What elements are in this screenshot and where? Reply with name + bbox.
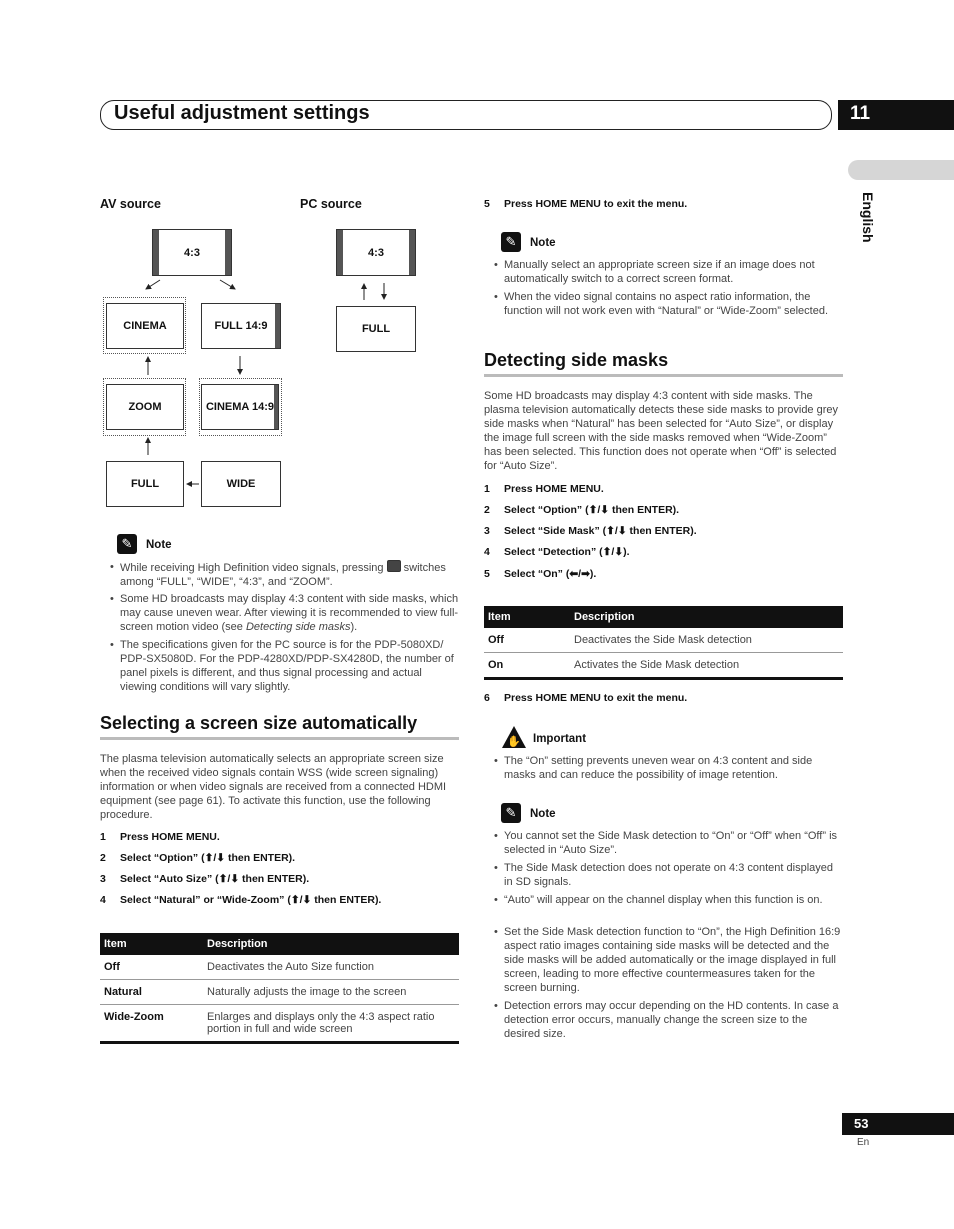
table-cell-description: Naturally adjusts the image to the screen bbox=[203, 980, 459, 1005]
note-title: Note bbox=[530, 237, 556, 249]
list-item bbox=[494, 893, 844, 907]
step-text: Press HOME MENU to exit the menu. bbox=[504, 198, 688, 210]
note-text: Manually select an appropriate screen size if an image does not automatically switch to a correct screen format. bbox=[504, 259, 815, 285]
step-text: Select “Detection” (⬆/⬇). bbox=[504, 546, 630, 558]
aspect-icon bbox=[387, 560, 401, 572]
page-title: Useful adjustment settings bbox=[114, 102, 370, 124]
table-row bbox=[484, 653, 843, 679]
note-text: switches among “FULL”, “WIDE”, “4:3”, and “ZOOM”. bbox=[120, 562, 446, 588]
table-header: Item bbox=[484, 606, 570, 628]
note-text: ). bbox=[350, 621, 358, 633]
list-item bbox=[494, 925, 844, 995]
step-text: Select “Option” (⬆/⬇ then ENTER). bbox=[504, 504, 680, 516]
av-box-label: FULL bbox=[130, 478, 160, 490]
list-item bbox=[494, 861, 844, 889]
side-mask bbox=[409, 230, 415, 275]
note-text: You cannot set the Side Mask detection to “On” or “Off” when “Off” is selected in “Auto Size”. bbox=[504, 830, 838, 856]
auto-size-table bbox=[100, 933, 459, 1044]
av-box-label: CINEMA 14:9 bbox=[205, 401, 275, 413]
bullet: • bbox=[494, 1000, 498, 1012]
note-text: Detection errors may occur depending on the HD contents. In case a detection error occurs, manually change the screen size to the desired size. bbox=[504, 1000, 839, 1040]
step-number: 4 bbox=[100, 894, 106, 906]
av-box-label: WIDE bbox=[226, 478, 256, 490]
step-text: Select “Natural” or “Wide-Zoom” (⬆/⬇ then ENTER). bbox=[120, 894, 382, 906]
bullet: • bbox=[494, 259, 498, 271]
table-cell-item: Wide-Zoom bbox=[100, 1005, 203, 1043]
note-title: Note bbox=[146, 539, 172, 551]
step-text: Select “Auto Size” (⬆/⬇ then ENTER). bbox=[120, 873, 310, 885]
step-text: Press HOME MENU to exit the menu. bbox=[504, 692, 688, 704]
chapter-number: 11 bbox=[850, 103, 871, 124]
list-item bbox=[110, 592, 460, 634]
av-source-label: AV source bbox=[100, 197, 161, 211]
table-header: Description bbox=[570, 606, 843, 628]
note-icon: ✎ bbox=[117, 534, 137, 554]
table-cell-item: Off bbox=[484, 628, 570, 653]
language-tab bbox=[848, 160, 954, 180]
page-number: 53 bbox=[854, 1116, 869, 1131]
pc-box-4-3 bbox=[336, 229, 416, 276]
step-number: 1 bbox=[484, 483, 490, 495]
list-item bbox=[494, 258, 844, 286]
bullet: • bbox=[494, 862, 498, 874]
table-header: Description bbox=[203, 933, 459, 955]
pc-box-full bbox=[336, 306, 416, 352]
bullet: • bbox=[110, 639, 114, 651]
step-text: Press HOME MENU. bbox=[504, 483, 604, 495]
av-box-label: ZOOM bbox=[128, 401, 162, 413]
side-masks-intro: Some HD broadcasts may display 4:3 content with side masks. The plasma television automatically detects these side masks to provide grey side masks when “Natural” has been selected for “Auto Size”, or display the image full screen with the side masks removed when “Wide-Zoom” has been selected. This function does not operate when “Off” is selected for “Auto Size”. bbox=[484, 390, 839, 472]
side-mask-table bbox=[484, 606, 843, 680]
table-header-row bbox=[100, 933, 459, 955]
step bbox=[484, 692, 687, 704]
pc-box-label: FULL bbox=[361, 323, 391, 335]
table-cell-item: On bbox=[484, 653, 570, 679]
step-text: Select “Option” (⬆/⬇ then ENTER). bbox=[120, 852, 296, 864]
section-heading bbox=[484, 350, 668, 371]
table-header: Item bbox=[100, 933, 203, 955]
list-item bbox=[494, 999, 844, 1041]
step bbox=[100, 831, 220, 843]
av-box-label: 4:3 bbox=[184, 246, 200, 259]
table-row bbox=[100, 955, 459, 980]
table-row bbox=[484, 628, 843, 653]
heading-rule bbox=[484, 374, 843, 377]
step-number: 5 bbox=[484, 198, 490, 210]
table-cell-description: Activates the Side Mask detection bbox=[570, 653, 843, 679]
step-number: 2 bbox=[484, 504, 490, 516]
heading-rule bbox=[100, 737, 459, 740]
language-label: English bbox=[860, 192, 876, 243]
list-item bbox=[110, 638, 460, 694]
svg-text:✋: ✋ bbox=[507, 735, 521, 748]
step-text: Select “On” (⬅/➡). bbox=[504, 568, 597, 580]
auto-size-heading: Selecting a screen size automatically bbox=[100, 713, 418, 733]
section-heading bbox=[100, 713, 417, 734]
table-row bbox=[100, 1005, 459, 1043]
table-cell-item: Natural bbox=[100, 980, 203, 1005]
pc-box-label: 4:3 bbox=[368, 246, 384, 259]
step-number: 1 bbox=[100, 831, 106, 843]
step bbox=[100, 873, 309, 885]
note-text: Some HD broadcasts may display 4:3 content with side masks, which may cause uneven wear. After viewing it is recommended to view full-screen motion video (see bbox=[120, 593, 459, 633]
step bbox=[484, 568, 596, 580]
step bbox=[484, 483, 604, 495]
table-row bbox=[100, 980, 459, 1005]
important-text: The “On” setting prevents uneven wear on 4:3 content and side masks and can reduce the possibility of image retention. bbox=[504, 755, 813, 781]
list-item bbox=[494, 829, 844, 857]
bullet: • bbox=[494, 755, 498, 767]
important-icon bbox=[501, 725, 527, 749]
step-number: 4 bbox=[484, 546, 490, 558]
step bbox=[100, 852, 295, 864]
page-number-badge bbox=[842, 1113, 954, 1135]
note-text: “Auto” will appear on the channel display when this function is on. bbox=[504, 894, 823, 906]
bullet: • bbox=[110, 561, 114, 573]
av-box-label: CINEMA bbox=[123, 320, 167, 332]
bullet: • bbox=[494, 894, 498, 906]
page-language: En bbox=[857, 1137, 870, 1148]
auto-intro: The plasma television automatically selects an appropriate screen size when the received video signals contain WSS (wide screen signaling) information or when video signals are received from a connected HDMI equipment (see page 61). To activate this function, use the following procedure. bbox=[100, 753, 447, 821]
list-item bbox=[110, 560, 460, 589]
table-cell-description: Enlarges and displays only the 4:3 aspect ratio portion in full and wide screen bbox=[203, 1005, 459, 1043]
cross-reference: Detecting side masks bbox=[245, 621, 351, 633]
side-masks-heading: Detecting side masks bbox=[484, 350, 669, 370]
bullet: • bbox=[494, 830, 498, 842]
step bbox=[484, 198, 687, 210]
side-mask bbox=[153, 230, 159, 275]
step-text: Press HOME MENU. bbox=[120, 831, 220, 843]
chapter-badge bbox=[838, 100, 954, 130]
note-text: Set the Side Mask detection function to “On”, the High Definition 16:9 aspect ratio images containing side masks will be detected and the side masks will be added automatically or the image displayed in full screen, leading to more effective countermeasures taken for the screen burning. bbox=[504, 926, 841, 994]
table-cell-item: Off bbox=[100, 955, 203, 980]
table-cell-description: Deactivates the Auto Size function bbox=[203, 955, 459, 980]
av-box-4-3 bbox=[152, 229, 232, 276]
step bbox=[484, 546, 630, 558]
step-number: 3 bbox=[100, 873, 106, 885]
bullet: • bbox=[494, 926, 498, 938]
step-number: 3 bbox=[484, 525, 490, 537]
note-icon: ✎ bbox=[501, 232, 521, 252]
list-item bbox=[494, 754, 844, 782]
step-number: 2 bbox=[100, 852, 106, 864]
note-title: Note bbox=[530, 808, 556, 820]
table-header-row bbox=[484, 606, 843, 628]
step-number: 5 bbox=[484, 568, 490, 580]
note-text: When the video signal contains no aspect ratio information, the function will not work even with “Natural” or “Wide-Zoom” selected. bbox=[504, 291, 829, 317]
note-text: The specifications given for the PC source is for the PDP-5080XD/ PDP-SX5080D. For the PDP-4280XD/PDP-SX4280D, the number of panel pixels is different, and thus signal processing and actual viewing conditions will vary slightly. bbox=[120, 639, 454, 693]
list-item bbox=[494, 290, 844, 318]
step bbox=[484, 504, 679, 516]
side-mask bbox=[225, 230, 231, 275]
bullet: • bbox=[110, 593, 114, 605]
step bbox=[484, 525, 697, 537]
pc-arrows bbox=[355, 280, 395, 305]
step bbox=[100, 894, 381, 906]
table-cell-description: Deactivates the Side Mask detection bbox=[570, 628, 843, 653]
note-text: While receiving High Definition video signals, pressing bbox=[120, 562, 387, 574]
step-number: 6 bbox=[484, 692, 490, 704]
side-mask bbox=[337, 230, 343, 275]
bullet: • bbox=[494, 291, 498, 303]
step-text: Select “Side Mask” (⬆/⬇ then ENTER). bbox=[504, 525, 697, 537]
av-box-label: FULL 14:9 bbox=[214, 320, 268, 332]
pc-source-label: PC source bbox=[300, 197, 362, 211]
important-title: Important bbox=[533, 733, 587, 745]
note-text: The Side Mask detection does not operate on 4:3 content displayed in SD signals. bbox=[504, 862, 833, 888]
note-icon: ✎ bbox=[501, 803, 521, 823]
av-arrows bbox=[95, 270, 295, 510]
